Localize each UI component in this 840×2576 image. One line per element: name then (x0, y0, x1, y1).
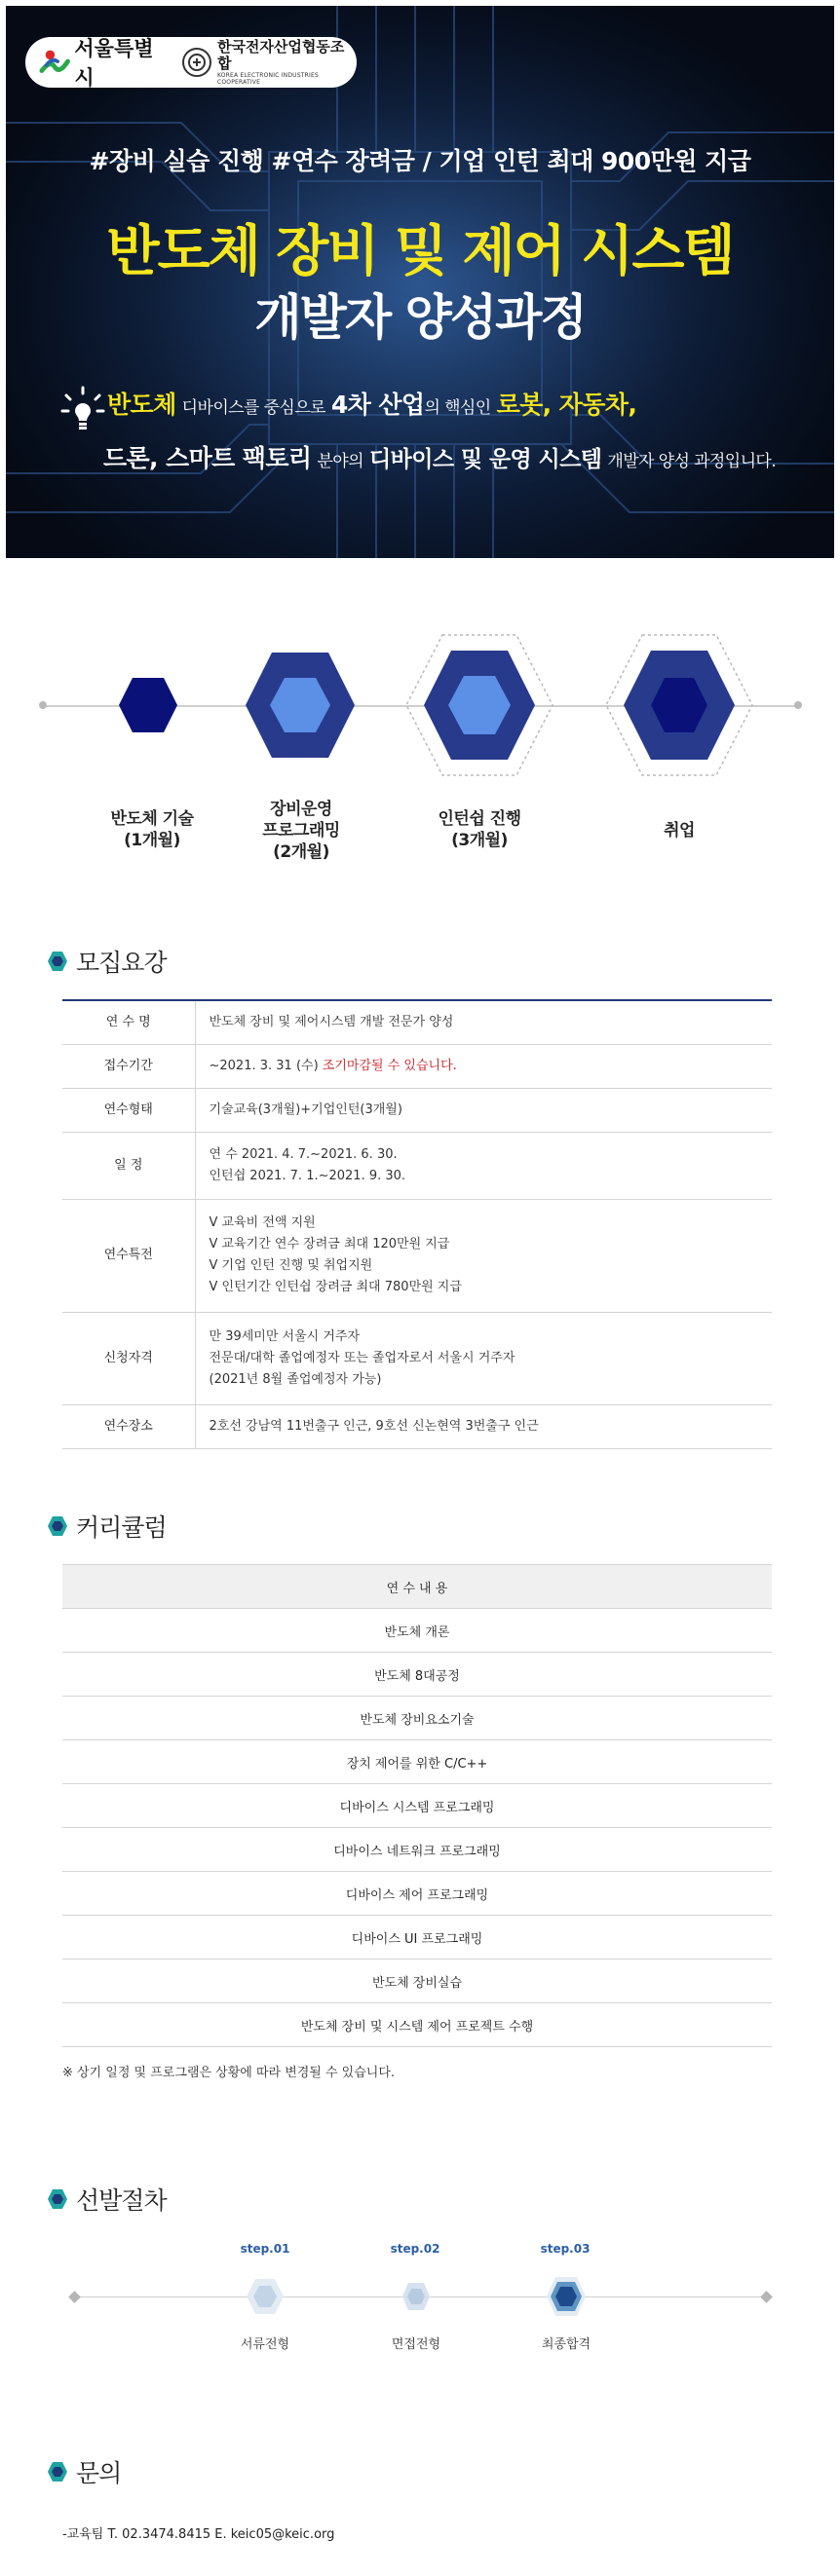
process-label-step2 (223, 799, 379, 863)
selection-end-diamond (760, 2291, 773, 2303)
table-value (195, 1132, 772, 1199)
hero-desc-keyword: 로봇, 자동차, (496, 391, 637, 419)
table-label: 연수형태 (62, 1088, 195, 1132)
selection-start-diamond (68, 2291, 81, 2303)
section-title-contact (47, 2454, 121, 2489)
table-label: 신청자격 (62, 1312, 195, 1404)
process-label-line: 반도체 기술 (110, 809, 194, 829)
schedule-internship: 인턴쉽 2021. 7. 1.~2021. 9. 30. (209, 1168, 406, 1183)
curriculum-item: 디바이스 제어 프로그래밍 (62, 1872, 772, 1916)
section-title-selection (47, 2182, 167, 2217)
table-label: 연수특전 (62, 1199, 195, 1312)
table-row (62, 1132, 772, 1199)
table-row (62, 1960, 772, 2003)
table-row (62, 1916, 772, 1960)
hexagon-step1-icon (117, 676, 179, 734)
step-name: 서류전형 (240, 2337, 290, 2352)
table-value (195, 1044, 772, 1088)
table-label: 접수기간 (62, 1044, 195, 1088)
curriculum-item: 반도체 장비요소기술 (62, 1697, 772, 1740)
section-title-text: 커리큘럼 (76, 1513, 167, 1542)
keic-logo-icon (182, 48, 211, 77)
table-row (62, 1044, 772, 1088)
lightbulb-icon (60, 386, 105, 434)
hero-desc-text: 분야의 (317, 452, 363, 471)
hexagon-step2-icon (244, 651, 357, 760)
table-row (62, 1199, 772, 1312)
schedule-training: 연 수 2021. 4. 7.~2021. 6. 30. (209, 1146, 398, 1162)
curriculum-item: 장치 제어를 위한 C/C++ (62, 1740, 772, 1784)
selection-flow (0, 2230, 840, 2367)
hero-desc-keyword: 드론, 스마트 팩토리 (102, 444, 312, 472)
table-value (195, 1312, 772, 1404)
logo-bar (25, 37, 357, 88)
table-value: 반도체 장비 및 제어시스템 개발 전문가 양성 (195, 1000, 772, 1044)
keic-name-block (217, 39, 357, 86)
hero-description-line1 (107, 384, 809, 429)
process-label-duration: (1개월) (124, 831, 180, 850)
hero-banner (6, 6, 834, 558)
table-label: 연 수 명 (62, 1000, 195, 1044)
hexagon-bullet-icon (47, 951, 68, 972)
section-title-text: 선발절차 (76, 2186, 167, 2215)
seoul-logo-icon (39, 46, 70, 79)
process-label-duration: (3개월) (451, 831, 508, 850)
process-label-duration: (2개월) (273, 842, 329, 862)
hero-desc-keyword: 반도체 (107, 391, 176, 419)
hero-desc-text: 개발자 양성 과정입니다. (607, 452, 777, 471)
hexagon-bullet-icon (47, 1515, 68, 1537)
table-value (195, 1199, 772, 1312)
benefit-item: V 교육비 전액 지원 (209, 1215, 316, 1230)
curriculum-item: 디바이스 UI 프로그래밍 (62, 1916, 772, 1960)
table-row (62, 1000, 772, 1044)
hero-description-line2 (6, 437, 834, 483)
table-row (62, 1872, 772, 1916)
section-title-text: 문의 (76, 2459, 122, 2487)
hexagon-bullet-icon (47, 2188, 68, 2210)
table-row (62, 1404, 772, 1448)
eligibility-item: 만 39세미만 서울시 거주자 (209, 1328, 361, 1344)
process-end-dot (794, 701, 802, 709)
curriculum-item: 디바이스 시스템 프로그래밍 (62, 1784, 772, 1828)
eligibility-item: 전문대/대학 졸업예정자 또는 졸업자로서 서울시 거주자 (209, 1350, 515, 1365)
table-row (62, 1312, 772, 1404)
curriculum-item: 반도체 8대공정 (62, 1653, 772, 1697)
benefit-item: V 교육기간 연수 장려금 최대 120만원 지급 (209, 1237, 450, 1251)
contact-info: -교육팀 T. 02.3474.8415 E. keic05@keic.org (62, 2527, 335, 2542)
step1-hexagon-icon (245, 2277, 286, 2316)
curriculum-item: 반도체 장비실습 (62, 1960, 772, 2003)
hexagon-step3-icon (404, 633, 554, 777)
hero-desc-text: 의 핵심인 (424, 398, 491, 418)
table-label: 일 정 (62, 1132, 195, 1199)
process-label-step1 (74, 808, 230, 851)
curriculum-item: 반도체 장비 및 시스템 제어 프로젝트 수행 (62, 2003, 772, 2047)
recruit-table (62, 999, 772, 1449)
table-row (62, 1740, 772, 1784)
hero-title-line1: 반도체 장비 및 제어 시스템 (106, 220, 734, 283)
step2-hexagon-icon (401, 2281, 432, 2312)
section-title-curriculum (47, 1509, 167, 1544)
table-row (62, 1828, 772, 1872)
table-row (62, 1609, 772, 1653)
section-title-text: 모집요강 (76, 949, 167, 977)
benefit-item: V 인턴기간 인턴쉽 장려금 최대 780만원 지급 (209, 1280, 462, 1294)
process-label-step4 (601, 820, 757, 841)
hero-hashtags: #장비 실습 진행 #연수 장려금 / 기업 인턴 최대 900만원 지급 (89, 147, 751, 175)
process-label-step3 (401, 808, 557, 851)
curriculum-note: ※ 상기 일정 및 프로그램은 상황에 따라 변경될 수 있습니다. (62, 2066, 396, 2080)
step3-hexagon-icon (545, 2275, 588, 2318)
table-row (62, 1697, 772, 1740)
seoul-name: 서울특별시 (74, 37, 154, 90)
curriculum-item: 반도체 개론 (62, 1609, 772, 1653)
deadline-value: ~2021. 3. 31 (수) (209, 1058, 319, 1073)
section-title-recruit (47, 944, 167, 979)
process-label-line: 장비운영 (270, 800, 332, 819)
course-process (0, 604, 840, 896)
step-number: step.01 (240, 2242, 290, 2256)
hero-desc-text: 디바이스를 중심으로 (181, 398, 325, 418)
eligibility-item: (2021년 8월 졸업예정자 가능) (209, 1371, 382, 1387)
table-row (62, 2003, 772, 2047)
table-header-row (62, 1565, 772, 1609)
hexagon-step4-icon (604, 633, 754, 777)
process-label-line: 프로그래밍 (262, 821, 340, 840)
curriculum-item: 디바이스 네트워크 프로그래밍 (62, 1828, 772, 1872)
process-start-dot (39, 701, 47, 709)
step-number: step.03 (540, 2242, 591, 2256)
hexagon-bullet-icon (47, 2461, 68, 2483)
table-label: 연수장소 (62, 1404, 195, 1448)
deadline-note: 조기마감될 수 있습니다. (322, 1058, 457, 1073)
table-row (62, 1088, 772, 1132)
keic-name-korean: 한국전자산업협동조합 (216, 38, 345, 72)
table-row (62, 1784, 772, 1828)
step-number: step.02 (390, 2242, 440, 2256)
table-value: 2호선 강남역 11번출구 인근, 9호선 신논현역 3번출구 인근 (195, 1404, 772, 1448)
keic-name-english: KOREA ELECTRONIC INDUSTRIES COOPERATIVE (216, 72, 319, 86)
hero-title-line2: 개발자 양성과정 (254, 289, 586, 346)
curriculum-table (62, 1564, 772, 2047)
step-name: 최종합격 (541, 2337, 592, 2352)
table-header: 연 수 내 용 (62, 1565, 772, 1609)
step-name: 면접전형 (391, 2337, 441, 2352)
process-label-line: 취업 (664, 821, 695, 840)
table-row (62, 1653, 772, 1697)
process-label-line: 인턴쉽 진행 (438, 809, 521, 829)
hero-desc-keyword: 4차 산업 (330, 391, 425, 419)
table-value: 기술교육(3개월)+기업인턴(3개월) (195, 1088, 772, 1132)
hero-desc-keyword: 디바이스 및 운영 시스템 (368, 447, 602, 472)
benefit-item: V 기업 인턴 진행 및 취업지원 (209, 1258, 373, 1273)
